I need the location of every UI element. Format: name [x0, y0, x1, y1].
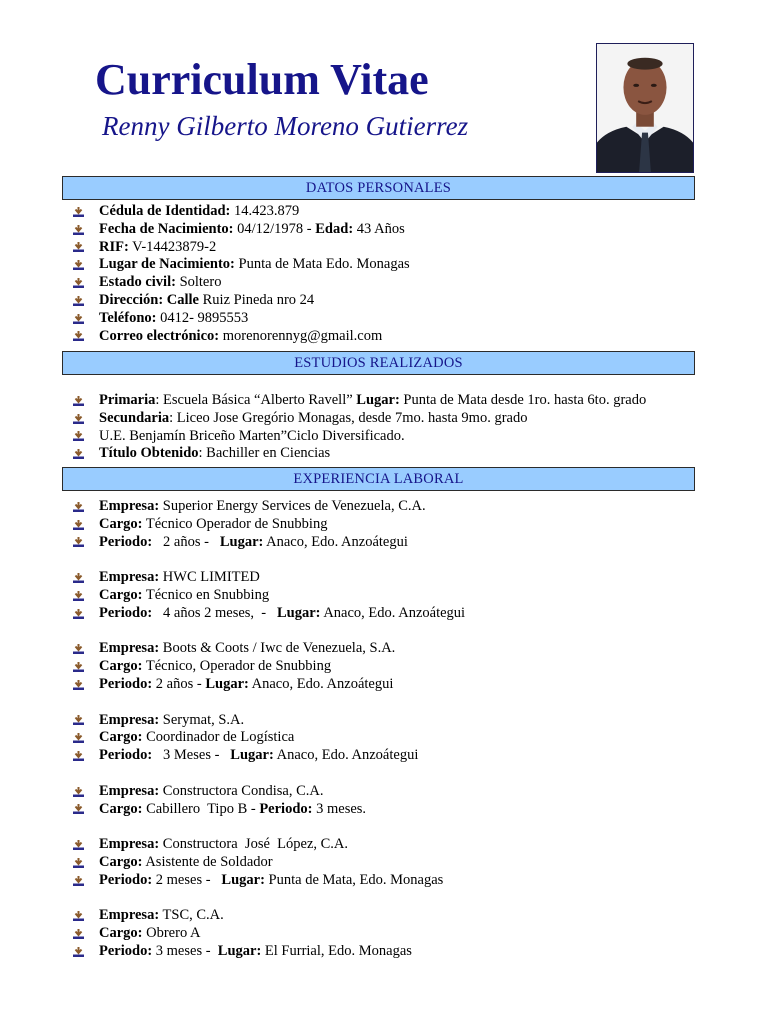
list-item: RIF: V-14423879-2 [72, 239, 692, 257]
list-item: Periodo: 3 Meses - Lugar: Anaco, Edo. Anzoátegui [72, 747, 692, 765]
list-item: Fecha de Nacimiento: 04/12/1978 - Edad: 43 Años [72, 221, 692, 239]
list-item: Empresa: Serymat, S.A. [72, 712, 692, 730]
arrow-bullet-icon [72, 413, 85, 425]
arrow-bullet-icon [72, 206, 85, 218]
list-item: Empresa: Superior Energy Services de Venezuela, C.A. [72, 498, 692, 516]
list-item: Cargo: Técnico, Operador de Snubbing [72, 658, 692, 676]
list-item: U.E. Benjamín Briceño Marten”Ciclo Diversificado. [72, 428, 692, 446]
list-item: Secundaria: Liceo Jose Gregório Monagas, desde 7mo. hasta 9mo. grado [72, 410, 692, 428]
arrow-bullet-icon [72, 661, 85, 673]
list-item: Periodo: 4 años 2 meses, - Lugar: Anaco, Edo. Anzoátegui [72, 605, 692, 623]
document-title: Curriculum Vitae [95, 55, 429, 104]
list-item: Cargo: Asistente de Soldador [72, 854, 692, 872]
list-item: Cargo: Técnico Operador de Snubbing [72, 516, 692, 534]
list-item: Lugar de Nacimiento: Punta de Mata Edo. Monagas [72, 256, 692, 274]
arrow-bullet-icon [72, 928, 85, 940]
arrow-bullet-icon [72, 875, 85, 887]
arrow-bullet-icon [72, 803, 85, 815]
arrow-bullet-icon [72, 501, 85, 513]
list-item: Periodo: 2 años - Lugar: Anaco, Edo. Anzoátegui [72, 676, 692, 694]
section-header-studies: ESTUDIOS REALIZADOS [62, 351, 695, 375]
spacer [72, 890, 692, 908]
list-item: Periodo: 3 meses - Lugar: El Furrial, Edo. Monagas [72, 943, 692, 961]
arrow-bullet-icon [72, 330, 85, 342]
list-item: Cargo: Coordinador de Logística [72, 729, 692, 747]
list-item: Dirección: Calle Ruiz Pineda nro 24 [72, 292, 692, 310]
personal-data-list [72, 203, 692, 345]
arrow-bullet-icon [72, 608, 85, 620]
studies-list [72, 392, 692, 463]
list-item: Periodo: 2 meses - Lugar: Punta de Mata, Edo. Monagas [72, 872, 692, 890]
arrow-bullet-icon [72, 732, 85, 744]
arrow-bullet-icon [72, 839, 85, 851]
list-item: Empresa: Boots & Coots / Iwc de Venezuela, S.A. [72, 640, 692, 658]
arrow-bullet-icon [72, 750, 85, 762]
arrow-bullet-icon [72, 448, 85, 460]
arrow-bullet-icon [72, 224, 85, 236]
arrow-bullet-icon [72, 857, 85, 869]
arrow-bullet-icon [72, 519, 85, 531]
spacer [72, 765, 692, 783]
arrow-bullet-icon [72, 946, 85, 958]
list-item: Estado civil: Soltero [72, 274, 692, 292]
arrow-bullet-icon [72, 430, 85, 442]
arrow-bullet-icon [72, 590, 85, 602]
experience-list [72, 498, 692, 961]
list-item: Cédula de Identidad: 14.423.879 [72, 203, 692, 221]
list-item: Empresa: Constructora Condisa, C.A. [72, 783, 692, 801]
arrow-bullet-icon [72, 679, 85, 691]
section-header-experience: EXPERIENCIA LABORAL [62, 467, 695, 491]
profile-photo [596, 43, 694, 173]
list-item: Teléfono: 0412- 9895553 [72, 310, 692, 328]
list-item: Empresa: HWC LIMITED [72, 569, 692, 587]
arrow-bullet-icon [72, 295, 85, 307]
spacer [72, 818, 692, 836]
arrow-bullet-icon [72, 277, 85, 289]
list-item: Empresa: TSC, C.A. [72, 907, 692, 925]
candidate-name: Renny Gilberto Moreno Gutierrez [102, 111, 469, 141]
arrow-bullet-icon [72, 714, 85, 726]
arrow-bullet-icon [72, 395, 85, 407]
spacer [72, 623, 692, 641]
arrow-bullet-icon [72, 910, 85, 922]
arrow-bullet-icon [72, 259, 85, 271]
spacer [72, 551, 692, 569]
arrow-bullet-icon [72, 643, 85, 655]
list-item: Cargo: Cabillero Tipo B - Periodo: 3 meses. [72, 801, 692, 819]
arrow-bullet-icon [72, 536, 85, 548]
list-item: Título Obtenido: Bachiller en Ciencias [72, 445, 692, 463]
arrow-bullet-icon [72, 241, 85, 253]
arrow-bullet-icon [72, 313, 85, 325]
list-item: Primaria: Escuela Básica “Alberto Ravell” Lugar: Punta de Mata desde 1ro. hasta 6to. grado [72, 392, 692, 410]
list-item: Empresa: Constructora José López, C.A. [72, 836, 692, 854]
spacer [72, 694, 692, 712]
list-item: Cargo: Obrero A [72, 925, 692, 943]
list-item: Correo electrónico: morenorennyg@gmail.com [72, 328, 692, 346]
list-item: Cargo: Técnico en Snubbing [72, 587, 692, 605]
section-header-personal: DATOS PERSONALES [62, 176, 695, 200]
list-item: Periodo: 2 años - Lugar: Anaco, Edo. Anzoátegui [72, 534, 692, 552]
arrow-bullet-icon [72, 786, 85, 798]
arrow-bullet-icon [72, 572, 85, 584]
